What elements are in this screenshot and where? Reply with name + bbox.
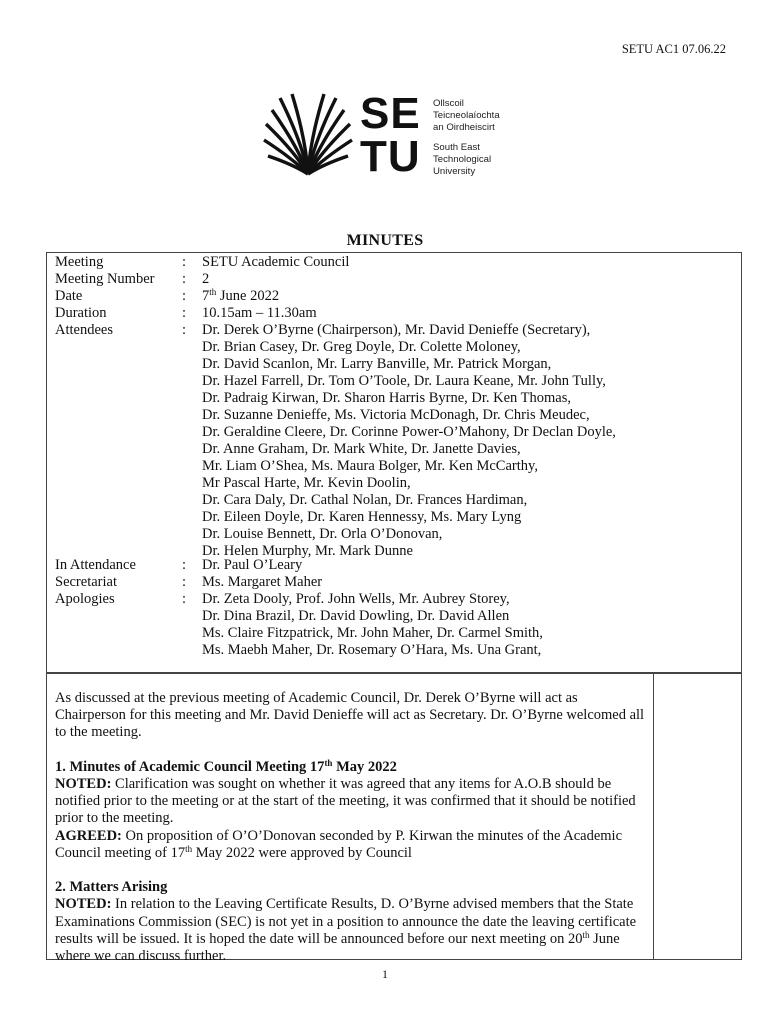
attendee-line: Dr. Hazel Farrell, Dr. Tom O’Toole, Dr. Laura Keane, Mr. John Tully, bbox=[202, 373, 606, 389]
attendee-line: Dr. David Scanlon, Mr. Larry Banville, Mr. Patrick Morgan, bbox=[202, 356, 552, 372]
page-title: MINUTES bbox=[346, 232, 424, 249]
logo-tu-text: TU bbox=[360, 132, 421, 181]
apologies-list bbox=[202, 591, 543, 659]
apologies-label: Apologies bbox=[55, 591, 115, 607]
secretariat-label: Secretariat bbox=[55, 574, 117, 590]
attendee-line: Dr. Helen Murphy, Mr. Mark Dunne bbox=[202, 543, 413, 559]
duration-label: Duration bbox=[55, 305, 107, 321]
attendee-line: Dr. Suzanne Denieffe, Ms. Victoria McDonagh, Dr. Chris Meudec, bbox=[202, 407, 590, 423]
setu-emblem-icon bbox=[262, 92, 354, 184]
attendee-line: Mr. Liam O’Shea, Ms. Maura Bolger, Mr. Ken McCarthy, bbox=[202, 458, 538, 474]
attendees-label: Attendees bbox=[55, 322, 113, 338]
meeting-number-label: Meeting Number bbox=[55, 271, 155, 287]
attendee-line: Dr. Louise Bennett, Dr. Orla O’Donovan, bbox=[202, 526, 443, 542]
meeting-number-value: 2 bbox=[202, 271, 210, 287]
attendee-line: Dr. Brian Casey, Dr. Greg Doyle, Dr. Colette Moloney, bbox=[202, 339, 521, 355]
apology-line: Ms. Claire Fitzpatrick, Mr. John Maher, Dr. Carmel Smith, bbox=[202, 625, 543, 641]
duration-value: 10.15am – 11.30am bbox=[202, 305, 317, 321]
apology-line: Ms. Maebh Maher, Dr. Rosemary O’Hara, Ms. Una Grant, bbox=[202, 642, 542, 658]
attendees-list bbox=[202, 322, 616, 560]
logo-irish-name: Ollscoil Teicneolaíochta an Oirdheiscirt bbox=[433, 98, 500, 133]
apology-line: Dr. Zeta Dooly, Prof. John Wells, Mr. Aubrey Storey, bbox=[202, 591, 510, 607]
in-attendance-label: In Attendance bbox=[55, 557, 136, 573]
page-number: 1 bbox=[382, 967, 388, 981]
section-2-noted: NOTED: In relation to the Leaving Certificate Results, D. O’Byrne advised members that the State Examinations Commission (SEC) is not yet in a position to announce the date the leaving certificate results will be issued. It is hoped the date will be announced before our next meeting on 20th June where we can discuss further. bbox=[55, 896, 637, 965]
minutes-content bbox=[55, 690, 645, 965]
meeting-value: SETU Academic Council bbox=[202, 254, 350, 270]
attendee-line: Dr. Anne Graham, Dr. Mark White, Dr. Janette Davies, bbox=[202, 441, 521, 457]
meeting-label: Meeting bbox=[55, 254, 104, 270]
date-label: Date bbox=[55, 288, 83, 304]
section-1-agreed: AGREED: On proposition of O’O’Donovan seconded by P. Kirwan the minutes of the Academic Council meeting of 17th May 2022 were approved by Council bbox=[55, 827, 623, 861]
attendee-line: Dr. Eileen Doyle, Dr. Karen Hennessy, Ms. Mary Lyng bbox=[202, 509, 522, 525]
document-reference: SETU AC1 07.06.22 bbox=[621, 42, 726, 56]
section-1-noted: NOTED: Clarification was sought on whether it was agreed that any items for A.O.B should be notified prior to the meeting or at the start of the meeting, it was confirmed that it should be notified prior to the meeting. bbox=[55, 776, 636, 827]
logo-se-text: SE bbox=[360, 89, 421, 138]
in-attendance-value: Dr. Paul O’Leary bbox=[202, 557, 303, 573]
section-1-title: 1. Minutes of Academic Council Meeting 17th May 2022 bbox=[55, 757, 397, 775]
section-2-title: 2. Matters Arising bbox=[55, 879, 168, 896]
setu-logo bbox=[262, 89, 512, 187]
logo-english-name: South East Technological University bbox=[433, 142, 492, 177]
attendee-line: Mr Pascal Harte, Mr. Kevin Doolin, bbox=[202, 475, 411, 491]
action-column-divider bbox=[653, 674, 654, 959]
intro-paragraph: As discussed at the previous meeting of Academic Council, Dr. Derek O’Byrne will act as Chairperson for this meeting and Mr. David Denieffe will act as Secretary. Dr. O’Byrne welcomed all to the meeting. bbox=[55, 690, 645, 741]
apology-line: Dr. Dina Brazil, Dr. David Dowling, Dr. David Allen bbox=[202, 608, 510, 624]
attendee-line: Dr. Geraldine Cleere, Dr. Corinne Power-O’Mahony, Dr Declan Doyle, bbox=[202, 424, 616, 440]
attendee-line: Dr. Cara Daly, Dr. Cathal Nolan, Dr. Frances Hardiman, bbox=[202, 492, 528, 508]
date-value: 7th June 2022 bbox=[202, 287, 280, 304]
attendee-line: Dr. Derek O’Byrne (Chairperson), Mr. David Denieffe (Secretary), bbox=[202, 322, 591, 338]
secretariat-value: Ms. Margaret Maher bbox=[202, 574, 323, 590]
attendee-line: Dr. Padraig Kirwan, Dr. Sharon Harris Byrne, Dr. Ken Thomas, bbox=[202, 390, 572, 406]
